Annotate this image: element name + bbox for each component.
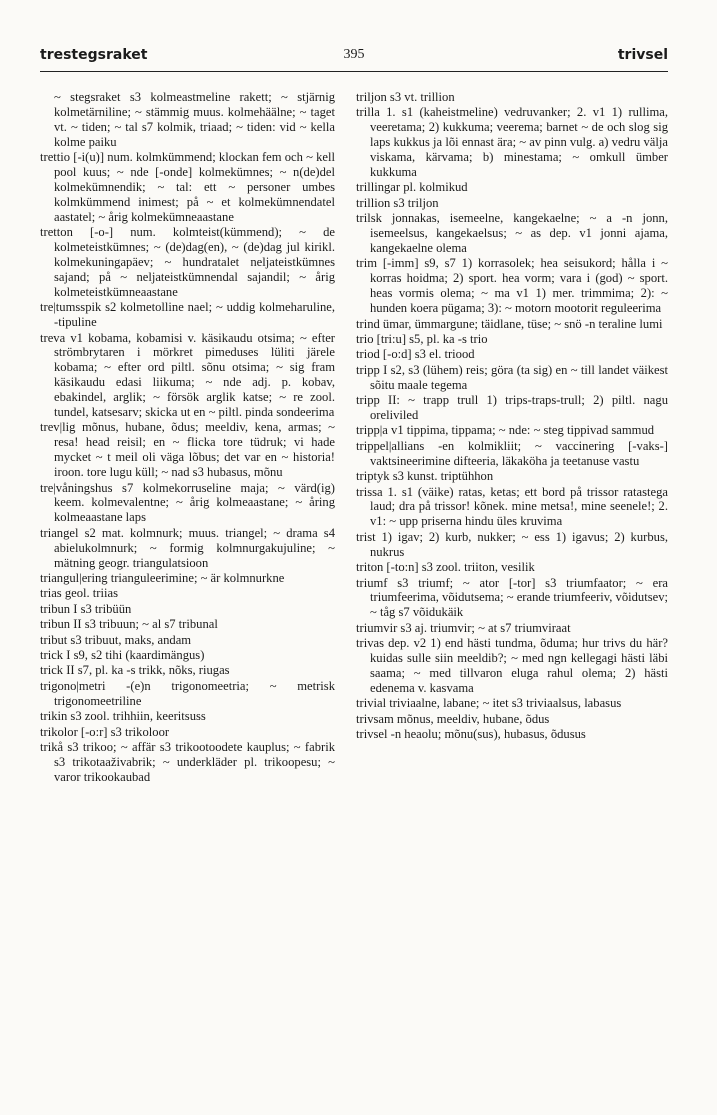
header-rule (40, 71, 668, 72)
dictionary-entry: tripp I s2, s3 (lühem) reis; göra (ta sig) en ~ till landet väikest sõitu maale tegema (356, 362, 668, 392)
dictionary-entry: trivsel -n heaolu; mõnu(sus), hubasus, õdusus (356, 727, 586, 742)
right-guide-word: trivsel (617, 47, 668, 63)
dictionary-entry: triumf s3 triumf; ~ ator [-tor] s3 triumfaator; ~ era triumfeerima, võidutsema; ~ erande triumfeeriv, võidutsev; ~ tåg s7 võidukäik (356, 575, 669, 620)
dictionary-entry: triumvir s3 aj. triumvir; ~ at s7 triumviraat (356, 620, 571, 635)
dictionary-entry: triton [-to:n] s3 zool. triiton, vesilik (356, 560, 535, 575)
dictionary-entry: trias geol. triias (40, 586, 118, 601)
dictionary-entry: trilsk jonnakas, isemeelne, kangekaelne; ~ a -n jonn, isemeelsus, kangekaelsus; ~ as dep. v1 jonni ajama, kangekaelne olema (356, 211, 668, 256)
dictionary-entry: trivas dep. v2 1) end hästi tundma, õduma; hur trivs du här? kuidas sulle siin meeldib?; ~ med ngn kellegagi hästi läbi saama; ~ med tillvaron eluga rahul olema; 2) hästi edenema v. kasvama (356, 636, 668, 695)
dictionary-entry: trikå s3 trikoo; ~ affär s3 trikootoodete kauplus; ~ fabrik s3 trikotaaživabrik; ~ underkläder pl. trikoopesu; ~ varor trikookaubad (40, 739, 335, 784)
dictionary-entry: trev|lig mõnus, hubane, õdus; meeldiv, kena, armas; ~ resa! head reisil; en ~ flicka tore tüdruk; vi hade mycket ~ t meil oli väga lõbus; det var en ~ historia! iroon. tore lugu küll; ~ nad s3 hubasus, mõnu (40, 420, 335, 480)
dictionary-entry: trind ümar, ümmargune; täidlane, tüse; ~ snö -n teraline lumi (356, 316, 663, 331)
dictionary-entry: trissa 1. s1 (väike) ratas, ketas; ett bord på trissor ratastega laud; dra på trissor! kõnek. mine metsa!, mine seenele!; 2. v1: ~ upp priserna hindu üles kruvima (356, 484, 668, 529)
dictionary-entry: triangul|ering trianguleerimine; ~ är kolmnurkne (40, 571, 285, 585)
dictionary-entry: trillion s3 triljon (356, 195, 439, 210)
dictionary-entry: triangel s2 mat. kolmnurk; muus. triangel; ~ drama s4 abielukolmnurk; ~ formig kolmnurgakujuline; ~ mätning geogr. triangulatsioon (40, 525, 335, 570)
dictionary-entry: trivial triviaalne, labane; ~ itet s3 triviaalsus, labasus (356, 696, 622, 711)
dictionary-entry: tripp|a v1 tippima, tippama; ~ nde: ~ steg tippivad sammud (356, 423, 655, 438)
page-header (40, 47, 668, 69)
dictionary-entry: triod [-o:d] s3 el. triood (356, 347, 475, 362)
dictionary-entry: trick II s7, pl. ka -s trikk, nõks, riugas (40, 663, 230, 678)
dictionary-entry: trim [-imm] s9, s7 1) korrasolek; hea seisukord; hålla i ~ korras hoidma; 2) sport. hea vorm; vara i (god) ~ sport. heas vormis olema; ~ ma v1 1) mer. trimmima; 2): ~ hunden koera pügama; 3): ~ motorn mootorit reguleerima (356, 256, 668, 316)
dictionary-entry: trigono|metri -(e)n trigonomeetria; ~ metrisk trigonomeetriline (40, 678, 335, 708)
dictionary-entry: tribun II s3 tribuun; ~ al s7 tribunal (40, 617, 218, 632)
dictionary-entry: trettio [-i(u)] num. kolmkümmend; klockan fem och ~ kell pool kuus; ~ nde [-onde] kolmekümnes; ~ n(de)del kolmekümnendik; ~ tal: ett ~ personer umbes kolmkümmend inimest; på ~ et kolmekümnendatel aastatel; ~ årig kolmekümneaastane (40, 150, 335, 224)
dictionary-entry: trikolor [-o:r] s3 trikoloor (40, 724, 170, 739)
dictionary-entry: tripp II: ~ trapp trull 1) trips-traps-trull; 2) piltl. nagu oreliviled (356, 393, 668, 423)
dictionary-entry: trippel|allians -en kolmikliit; ~ vaccinering [-vaks-] vaktsineerimine difteeria, läkaköha ja teetanuse vastu (356, 438, 668, 468)
dictionary-entry: trio [tri:u] s5, pl. ka -s trio (356, 332, 488, 346)
dictionary-entry: trick I s9, s2 tihi (kaardimängus) (40, 648, 205, 663)
dictionary-entry: trillingar pl. kolmikud (356, 180, 468, 195)
dictionary-entry: trilla 1. s1 (kaheistmeline) vedruvanker; 2. v1 1) rullima, veeretama; 2) kukkuma; veerema; barnet ~ de och slog sig laps kukkus ja lõi ennast ära; ~ av pinn vulg. a) vedru välja viskama, kärvama; b) minestama; ~ omkull ümber kukkuma (356, 105, 668, 180)
dictionary-entry: tre|tumsspik s2 kolmetolline nael; ~ uddig kolmeharuline, -tipuline (40, 300, 335, 330)
dictionary-entry: tribun I s3 tribüün (40, 601, 132, 616)
right-column (356, 90, 668, 742)
dictionary-entry: trikin s3 zool. trihhiin, keeritsuss (40, 709, 206, 724)
dictionary-entry: treva v1 kobama, kobamisi v. käsikaudu otsima; ~ efter strömbrytaren i mörkret pimeduses lüliti järele kobama; ~ efter ord piltl. sõnu otsima; ~ sig fram käsikaudu edasi liikuma; ~ nde adj. p. kobav, ebakindel, arglik; ~ försök arglik katse; ~ re zool. tundel, katsesarv; skicka ut en ~ piltl. pinda sondeerima (40, 330, 335, 420)
page-number: 395 (343, 47, 365, 62)
dictionary-entry: tretton [-o-] num. kolmteist(kümmend); ~ de kolmeteistkümnes; ~ (de)dag(en), ~ (de)dag jul kirikl. kolmekuningapäev; ~ hundratalet neljateistkümnes sajand; på ~ neljateistkümnendal sajandil; ~ årig kolmeteistkümneaastane (40, 225, 335, 299)
dictionary-entry: triptyk s3 kunst. triptühhon (356, 469, 494, 484)
dictionary-entry: trist 1) igav; 2) kurb, nukker; ~ ess 1) igavus; 2) kurbus, nukrus (356, 529, 668, 559)
dictionary-entry: tre|våningshus s7 kolmekorruseline maja; ~ värd(ig) keem. kolmevalentne; ~ årig kolmeaastane; ~ åring kolmeaastane laps (40, 480, 335, 525)
dictionary-entry: tribut s3 tribuut, maks, andam (40, 632, 192, 647)
dictionary-entry: ~ stegsraket s3 kolmeastmeline rakett; ~ stjärnig kolmetärniline; ~ stämmig muus. kolmehäälne; ~ taget vt. ~ tiden; ~ tal s7 kolmik, triaad; ~ tiden: vid ~ kella kolme paiku (54, 90, 335, 149)
dictionary-entry: trivsam mõnus, meeldiv, hubane, õdus (356, 711, 550, 726)
left-guide-word: trestegsraket (40, 47, 148, 63)
dictionary-entry: triljon s3 vt. trillion (356, 90, 455, 104)
left-column (40, 90, 335, 785)
